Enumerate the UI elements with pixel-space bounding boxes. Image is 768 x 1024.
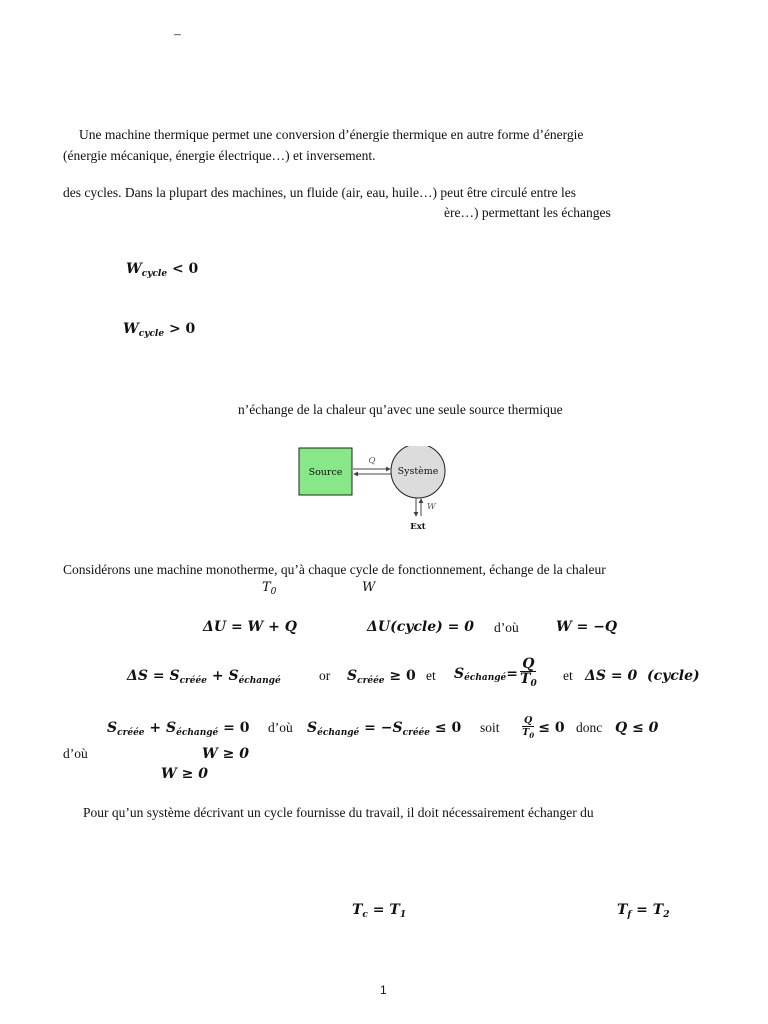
eq2-a-lhs: ΔS = S [127,668,180,684]
eq-q-negative: Q ≤ 0 [615,720,659,736]
wcycle-symbol: W [123,321,139,337]
eq-q-over-t0 [520,715,565,741]
tf-letter: T [617,902,628,918]
tf-subscript: f [627,910,632,920]
eq3-b-sub1: échangé [317,728,360,738]
tf-equals: = T [631,902,664,918]
eq2-a-plus: + S [206,668,239,684]
eq2-a-sub1: créée [179,676,207,686]
w-symbol: W [362,580,376,595]
tc-equals: = T [367,902,400,918]
wcycle-subscript: cycle [141,269,168,279]
eq-tc [352,902,406,920]
eq2-b-rel: ≥ 0 [384,668,416,684]
q-over-t0-fraction [520,657,537,691]
eq-w-positive-1: W ≥ 0 [202,746,249,762]
eq3-a-sub2: échangé [176,728,219,738]
eq-s-echange-negative [307,720,461,738]
eq2-a-sub2: échangé [238,676,281,686]
conclusion-line: Pour qu’un système décrivant un cycle fournisse du travail, il doit nécessairement échanger du [83,805,594,820]
eq-delta-u-cycle: ΔU(cycle) = 0 [367,619,474,635]
eq-w-minus-q: W = −Q [556,619,618,635]
small-fraction-denominator [522,727,534,741]
wcycle-negative [126,261,198,279]
tc-letter: T [352,902,363,918]
wcycle-symbol: W [126,261,142,277]
eq3-b-rel: ≤ 0 [430,720,462,736]
small-fraction-den-sub: 0 [529,731,535,740]
monotherme-diagram [296,446,456,534]
w-label: W [427,502,436,512]
t0-letter: T [262,580,271,595]
result-dou: d’où [63,746,88,761]
wcycle-positive [123,321,195,339]
eq2-c-sub: échangé [464,673,507,683]
eq3-b-sub2: créée [402,728,431,738]
cycles-line-2: ère…) permettant les échanges [444,205,611,220]
eq-tf [617,902,669,920]
eq2-c: S [454,666,465,682]
monotherme-statement: n’échange de la chaleur qu’avec une seule source thermique [238,402,563,417]
header-dash: – [174,26,181,41]
eq2-et-1: et [426,668,436,683]
eq2-b: S [347,668,358,684]
eq2-c-eq: = [506,666,519,682]
eq-s-echange [454,657,539,691]
tc-subscript-2: 1 [399,910,407,920]
eq-delta-s [127,668,281,686]
eq3-c-rel: ≤ 0 [538,720,565,736]
eq1-conjunction: d’où [494,620,519,635]
eq2-b-sub: créée [357,676,385,686]
eq-sum-zero [107,720,250,738]
small-fraction-den-letter: T [522,727,530,738]
eq3-a-plus: + S [144,720,177,736]
q-label: Q [368,456,376,466]
eq2-d: ΔS = 0 [585,668,638,684]
fraction-den-letter: T [520,671,531,687]
eq2-et-2: et [563,668,573,683]
intro-line-2: (énergie mécanique, énergie électrique…) et inversement. [63,148,376,163]
eq3-b: S [307,720,318,736]
small-fraction-numerator: Q [524,715,533,726]
wcycle-pos-relation: > 0 [168,321,196,337]
eq3-soit: soit [480,720,500,735]
wcycle-neg-relation: < 0 [171,261,199,277]
systeme-label: Système [397,466,439,477]
fraction-denominator [520,672,537,691]
eq2-or: or [319,668,331,683]
tf-subscript-2: 2 [663,910,670,920]
fraction-den-sub: 0 [530,679,537,689]
eq-s-creee-positive [347,668,416,686]
eq-delta-u: ΔU = W + Q [203,619,297,635]
intro-line-1: Une machine thermique permet une conversion d’énergie thermique en autre forme d’énergie [79,127,584,142]
eq3-a-rel: = 0 [218,720,250,736]
t0-symbol [262,580,276,597]
eq3-a-sub1: créée [117,728,145,738]
eq-w-positive-2: W ≥ 0 [161,766,208,782]
fraction-numerator: Q [522,656,535,672]
eq3-conj-1: d’où [268,720,293,735]
ext-label: Ext [410,522,426,532]
eq3-b-mid: = −S [359,720,403,736]
wcycle-subscript: cycle [138,329,165,339]
page-number: 1 [380,983,387,997]
tc-subscript: c [362,910,368,920]
cycles-line-1: des cycles. Dans la plupart des machines, un fluide (air, eau, huile…) peut être circulé entre les [63,185,577,200]
eq2-d-cycle: (cycle) [646,668,700,684]
source-label: Source [308,467,343,478]
consider-line: Considérons une machine monotherme, qu’à chaque cycle de fonctionnement, échange de la chaleur [63,562,606,577]
eq3-donc: donc [576,720,603,735]
eq-delta-s-cycle [585,668,700,684]
eq3-a: S [107,720,118,736]
q-over-t0-small-fraction [522,715,534,741]
t0-subscript: 0 [270,587,277,597]
